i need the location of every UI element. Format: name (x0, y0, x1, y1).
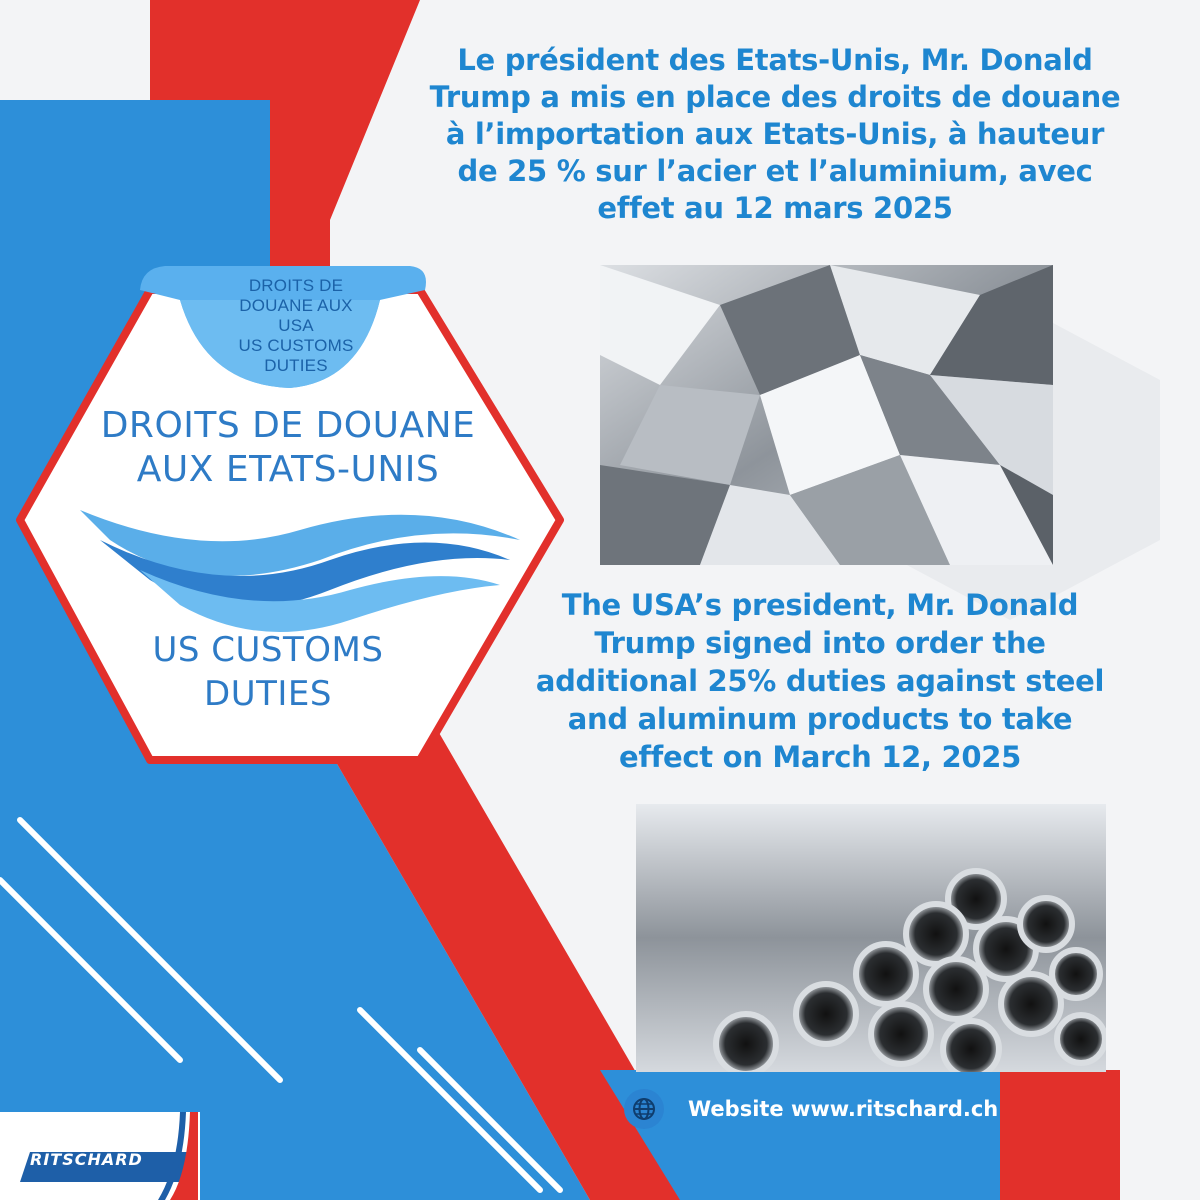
banner-line: US CUSTOMS (238, 336, 354, 355)
paragraph-line: Le président des Etats-Unis, Mr. Donald (457, 43, 1093, 77)
paragraph-line: effect on March 12, 2025 (618, 740, 1022, 774)
hexagon-subtitle-line: DUTIES (204, 674, 332, 714)
globe-icon (624, 1089, 664, 1129)
banner-line: USA (278, 316, 314, 335)
hexagon-title-line: DROITS DE DOUANE (100, 405, 476, 446)
paragraph-line: Trump a mis en place des droits de douane (429, 80, 1121, 114)
logo-text: RITSCHARD (30, 1150, 143, 1169)
steel-pipes-image (636, 804, 1106, 1072)
paragraph-line: The USA’s president, Mr. Donald (561, 588, 1079, 622)
paragraph-line: à l’importation aux Etats-Unis, à hauteur (445, 117, 1105, 151)
paragraph-line: and aluminum products to take (567, 702, 1073, 736)
paragraph-line: de 25 % sur l’acier et l’aluminium, avec (457, 154, 1093, 188)
banner-tag (178, 264, 414, 388)
hexagon-subtitle-line: US CUSTOMS (152, 630, 384, 670)
aluminium-foil-image (600, 265, 1053, 565)
french-paragraph (360, 42, 1190, 227)
hexagon-subtitle (30, 628, 506, 716)
english-paragraph (480, 586, 1160, 776)
banner-line: DUTIES (264, 356, 328, 375)
website-link[interactable] (624, 1082, 998, 1136)
hexagon-title-line: AUX ETATS-UNIS (136, 449, 440, 490)
hexagon-title (30, 404, 546, 492)
banner-line: DOUANE AUX (239, 296, 353, 315)
paragraph-line: Trump signed into order the (594, 626, 1046, 660)
paragraph-line: additional 25% duties against steel (535, 664, 1105, 698)
paragraph-line: effet au 12 mars 2025 (597, 191, 953, 225)
website-label: Website www.ritschard.ch (688, 1097, 999, 1121)
banner-line: DROITS DE (248, 276, 344, 295)
